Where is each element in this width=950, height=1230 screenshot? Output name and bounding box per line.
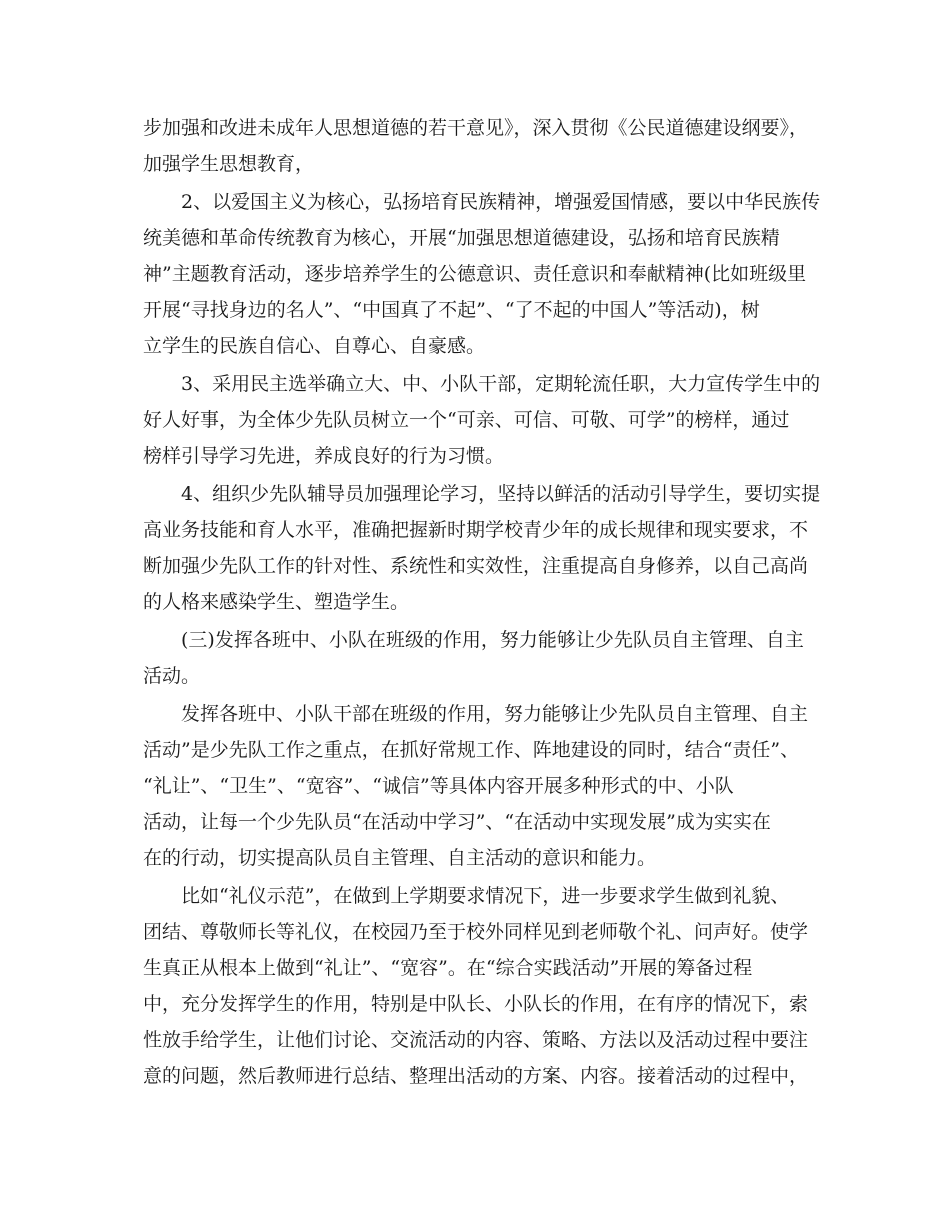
text-line: 中，充分发挥学生的作用，特别是中队长、小队长的作用，在有序的情况下，索 [143,993,809,1015]
text-line: 活动，让每一个少先队员“在活动中学习”、“在活动中实现发展”成为实实在 [143,811,771,833]
text-line: 发挥各班中、小队干部在班级的作用，努力能够让少先队员自主管理、自主 [181,703,809,725]
text-line: 3、采用民主选举确立大、中、小队干部，定期轮流任职，大力宣传学生中的 [181,373,821,395]
text-line: 活动。 [143,665,201,687]
text-line: 断加强少先队工作的针对性、系统性和实效性，注重提高自身修养，以自己高尚 [143,555,809,577]
text-line: (三)发挥各班中、小队在班级的作用，努力能够让少先队员自主管理、自主 [181,629,804,651]
text-line: 性放手给学生，让他们讨论、交流活动的内容、策略、方法以及活动过程中要注 [143,1029,809,1051]
text-line: 加强学生思想教育， [143,153,315,175]
text-line: 步加强和改进未成年人思想道德的若干意见》，深入贯彻《公民道德建设纲要》， [143,117,809,139]
text-line: “礼让”、“卫生”、“宽容”、“诚信”等具体内容开展多种形式的中、小队 [143,775,734,797]
text-line: 立学生的民族自信心、自尊心、自豪感。 [143,335,486,357]
text-line: 神”主题教育活动，逐步培养学生的公德意识、责任意识和奉献精神(比如班级里 [143,263,807,285]
text-line: 2、以爱国主义为核心，弘扬培育民族精神，增强爱国情感，要以中华民族传 [181,191,821,213]
text-line: 榜样引导学习先进，养成良好的行为习惯。 [143,445,505,467]
text-line: 高业务技能和育人水平，准确把握新时期学校青少年的成长规律和现实要求，不 [143,519,809,541]
text-line: 生真正从根本上做到“礼让”、“宽容”。在“综合实践活动”开展的筹备过程 [143,957,753,979]
text-line: 4、组织少先队辅导员加强理论学习，坚持以鲜活的活动引导学生，要切实提 [181,483,821,505]
text-line: 在的行动，切实提高队员自主管理、自主活动的意识和能力。 [143,847,657,869]
text-line: 的人格来感染学生、塑造学生。 [143,591,410,613]
text-line: 统美德和革命传统教育为核心，开展“加强思想道德建设，弘扬和培育民族精 [143,227,780,249]
text-line: 好人好事，为全体少先队员树立一个“可亲、可信、可敬、可学”的榜样，通过 [143,409,790,431]
text-line: 比如“礼仪示范”，在做到上学期要求情况下，进一步要求学生做到礼貌、 [181,885,790,907]
text-line: 开展“寻找身边的名人”、“中国真了不起”、“了不起的中国人”等活动)，树 [143,299,760,321]
text-line: 团结、尊敬师长等礼仪，在校园乃至于校外同样见到老师敬个礼、问声好。使学 [143,921,809,943]
text-line: 活动”是少先队工作之重点，在抓好常规工作、阵地建设的同时，结合“责任”、 [143,739,800,761]
text-line: 意的问题，然后教师进行总结、整理出活动的方案、内容。接着活动的过程中， [143,1065,809,1087]
